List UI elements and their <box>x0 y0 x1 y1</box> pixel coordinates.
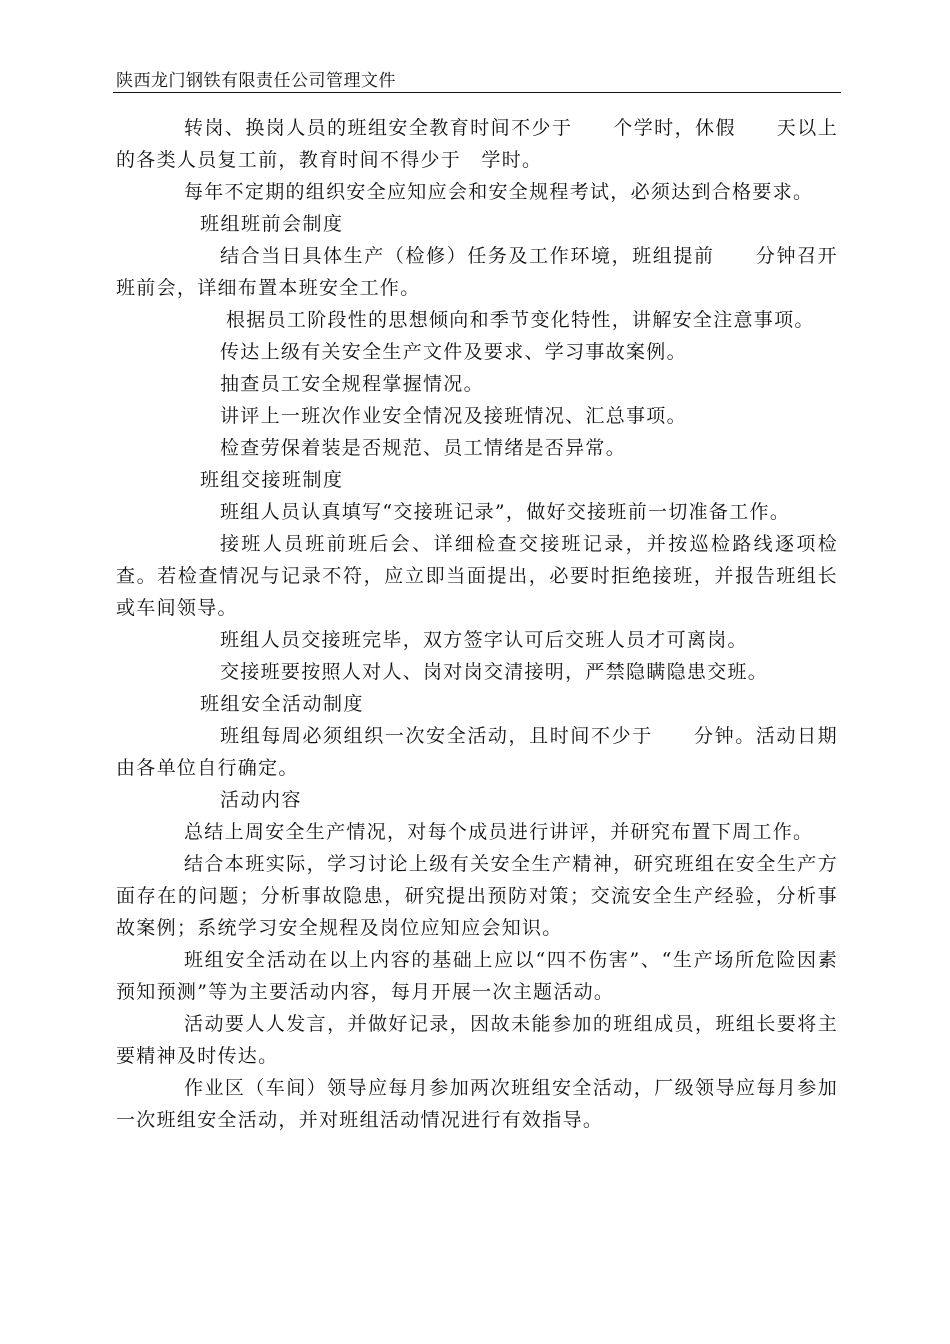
paragraph: 结合本班实际，学习讨论上级有关安全生产精神，研究班组在安全生产方面存在的问题；分析事故隐患，研究提出预防对策；交流安全生产经验，分析事故案例；系统学习安全规程及岗位应知应会知识。 <box>116 853 838 939</box>
paragraph: 讲评上一班次作业安全情况及接班情况、汇总事项。 <box>220 405 687 427</box>
document-body <box>116 112 838 1136</box>
paragraph: 班组每周必须组织一次安全活动，且时间不少于 分钟。活动日期由各单位自行确定。 <box>116 725 838 779</box>
header-divider <box>113 92 841 93</box>
paragraph: 作业区（车间）领导应每月参加两次班组安全活动，厂级领导应每月参加一次班组安全活动，并对班组活动情况进行有效指导。 <box>116 1077 838 1131</box>
paragraph: 活动要人人发言，并做好记录，因故未能参加的班组成员，班组长要将主要精神及时传达。 <box>116 1013 838 1067</box>
paragraph: 每年不定期的组织安全应知应会和安全规程考试，必须达到合格要求。 <box>184 181 814 203</box>
paragraph: 根据员工阶段性的思想倾向和季节变化特性，讲解安全注意事项。 <box>226 309 815 331</box>
paragraph: 班组安全活动在以上内容的基础上应以“四不伤害”、“生产场所危险因素预知预测”等为主要活动内容，每月开展一次主题活动。 <box>116 949 838 1003</box>
paragraph: 结合当日具体生产（检修）任务及工作环境，班组提前 分钟召开班前会，详细布置本班安全工作。 <box>116 245 838 299</box>
section-heading: 班组交接班制度 <box>200 469 344 491</box>
paragraph: 接班人员班前班后会、详细检查交接班记录，并按巡检路线逐项检查。若检查情况与记录不符，应立即当面提出，必要时拒绝接班，并报告班组长或车间领导。 <box>116 533 838 619</box>
paragraph: 转岗、换岗人员的班组安全教育时间不少于 个学时，休假 天以上的各类人员复工前，教育时间不得少于 学时。 <box>116 117 838 171</box>
paragraph: 班组人员交接班完毕，双方签字认可后交班人员才可离岗。 <box>220 629 748 651</box>
paragraph: 抽查员工安全规程掌握情况。 <box>220 373 484 395</box>
paragraph: 检查劳保着装是否规范、员工情绪是否异常。 <box>220 437 627 459</box>
section-heading: 班组班前会制度 <box>200 213 344 235</box>
paragraph: 班组人员认真填写“交接班记录”，做好交接班前一切准备工作。 <box>220 501 791 523</box>
paragraph: 总结上周安全生产情况，对每个成员进行讲评，并研究布置下周工作。 <box>184 821 814 843</box>
document-header: 陕西龙门钢铁有限责任公司管理文件 <box>116 71 396 91</box>
paragraph: 交接班要按照人对人、岗对岗交清接明，严禁隐瞒隐患交班。 <box>220 661 769 683</box>
section-heading: 班组安全活动制度 <box>200 693 365 715</box>
subsection-heading: 活动内容 <box>220 789 303 811</box>
paragraph: 传达上级有关安全生产文件及要求、学习事故案例。 <box>220 341 687 363</box>
